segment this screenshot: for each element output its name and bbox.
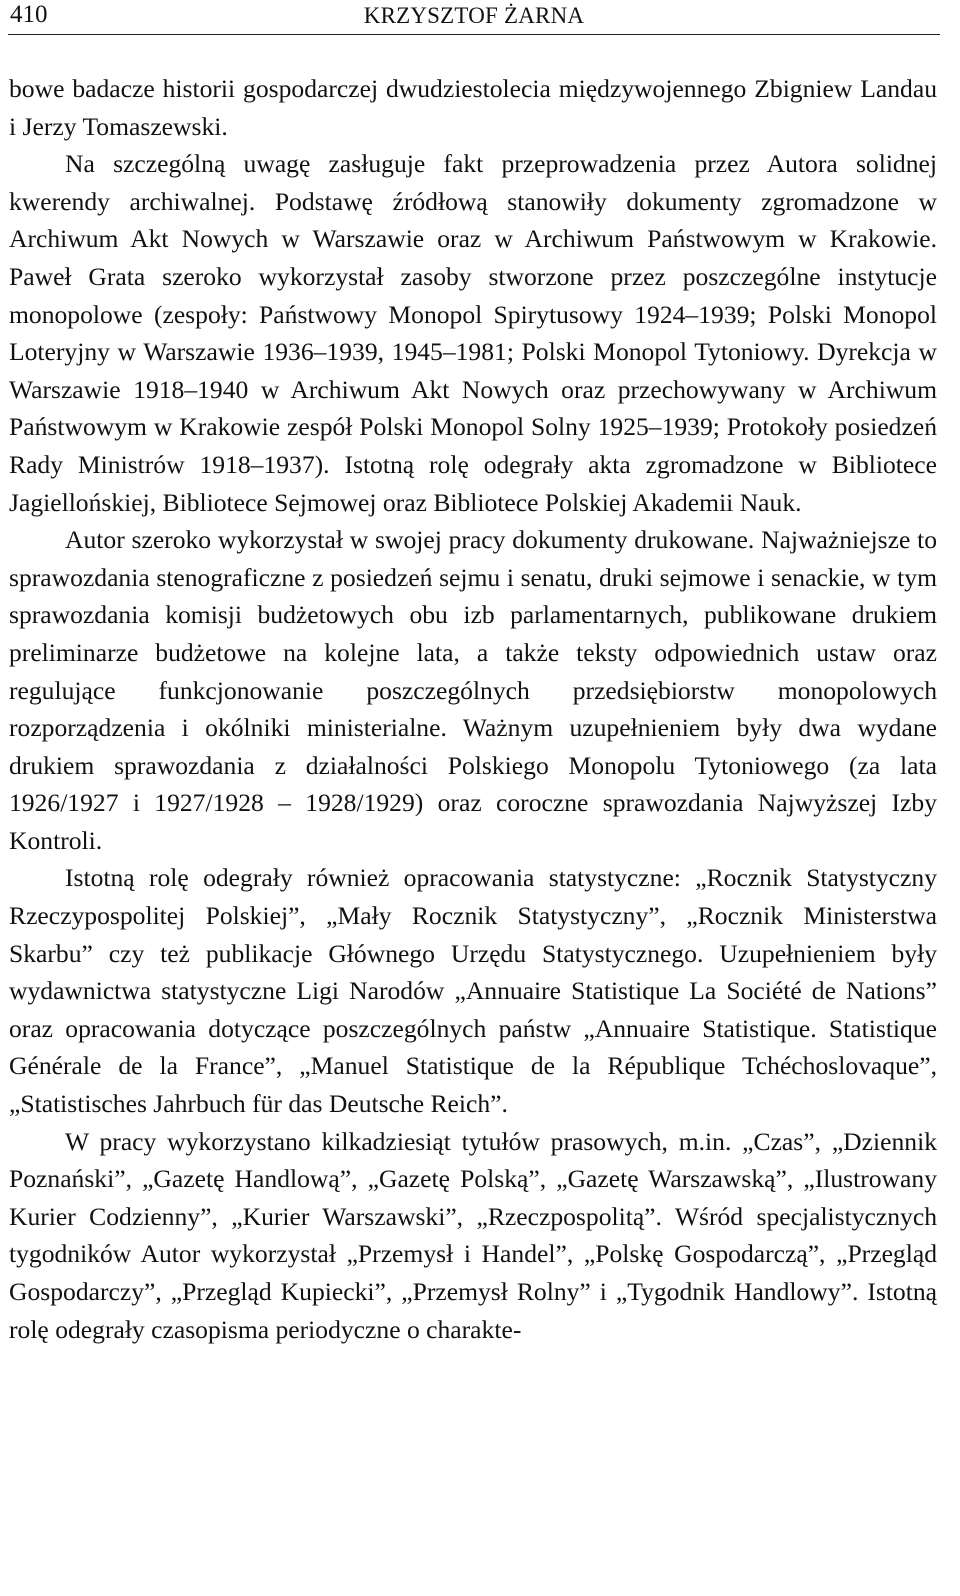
paragraph-continuation: bowe badacze historii gospodarczej dwudziestolecia międzywojennego Zbigniew Landau i Jerzy Tomaszewski.: [9, 74, 937, 141]
page-number: 410: [10, 1, 48, 28]
paragraph-press-titles: W pracy wykorzystano kilkadziesiąt tytułów prasowych, m.in. „Czas”, „Dziennik Poznański”, „Gazetę Handlową”, „Gazetę Polską”, „Gazetę Warszawską”, „Ilustrowany Kurier Codzienny”, „Kurier Warszawski”, „Rzeczpospolitą”. Wśród specjalistycznych tygodników Autor wykorzystał „Przemysł i Handel”, „Polskę Gospodarczą”, „Przegląd Gospodarczy”, „Przegląd Kupiecki”, „Przemysł Rolny” i „Tygodnik Handlowy”. Istotną rolę odegrały czasopisma periodyczne o charakte-: [9, 1126, 937, 1344]
page-header: [8, 0, 940, 35]
running-head-author: KRZYSZTOF ŻARNA: [363, 3, 585, 28]
body-text: [9, 70, 937, 1348]
paragraph-archival-sources: Na szczególną uwagę zasługuje fakt przeprowadzenia przez Autora solidnej kwerendy archiwalnej. Podstawę źródłową stanowiły dokumenty zgromadzone w Archiwum Akt Nowych w Warszawie oraz w Archiwum Państwowym w Krakowie. Paweł Grata szeroko wykorzystał zasoby stworzone przez poszczególne instytucje monopolowe (zespoły: Państwowy Monopol Spirytusowy 1924–1939; Polski Monopol Loteryjny w Warszawie 1936–1939, 1945–1981; Polski Monopol Tytoniowy. Dyrekcja w Warszawie 1918–1940 w Archiwum Akt Nowych oraz przechowywany w Archiwum Państwowym w Krakowie zespół Polski Monopol Solny 1925–1939; Protokoły posiedzeń Rady Ministrów 1918–1937). Istotną rolę odegrały akta zgromadzone w Bibliotece Jagiellońskiej, Bibliotece Sejmowej oraz Bibliotece Polskiej Akademii Nauk.: [9, 149, 937, 517]
paragraph-statistical-studies: Istotną rolę odegrały również opracowania statystyczne: „Rocznik Statystyczny Rzeczypospolitej Polskiej”, „Mały Rocznik Statystyczny”, „Rocznik Ministerstwa Skarbu” czy też publikacje Głównego Urzędu Statystycznego. Uzupełnieniem były wydawnictwa statystyczne Ligi Narodów „Annuaire Statistique La Société de Nations” oraz opracowania dotyczące poszczególnych państw „Annuaire Statistique. Statistique Générale de la France”, „Manuel Statistique de la République Tchéchoslovaque”, „Statistisches Jahrbuch für das Deutsche Reich”.: [9, 863, 937, 1119]
paragraph-printed-documents: Autor szeroko wykorzystał w swojej pracy dokumenty drukowane. Najważniejsze to sprawozdania stenograficzne z posiedzeń sejmu i senatu, druki sejmowe i senackie, w tym sprawozdania komisji budżetowych obu izb parlamentarnych, publikowane drukiem preliminarze budżetowe na kolejne lata, a także teksty odpowiednich ustaw oraz regulujące funkcjonowanie poszczególnych przedsiębiorstw monopolowych rozporządzenia i okólniki ministerialne. Ważnym uzupełnieniem były dwa wydane drukiem sprawozdania z działalności Polskiego Monopolu Tytoniowego (za lata 1926/1927 i 1927/1928 – 1928/1929) oraz coroczne sprawozdania Najwyższej Izby Kontroli.: [9, 525, 937, 855]
